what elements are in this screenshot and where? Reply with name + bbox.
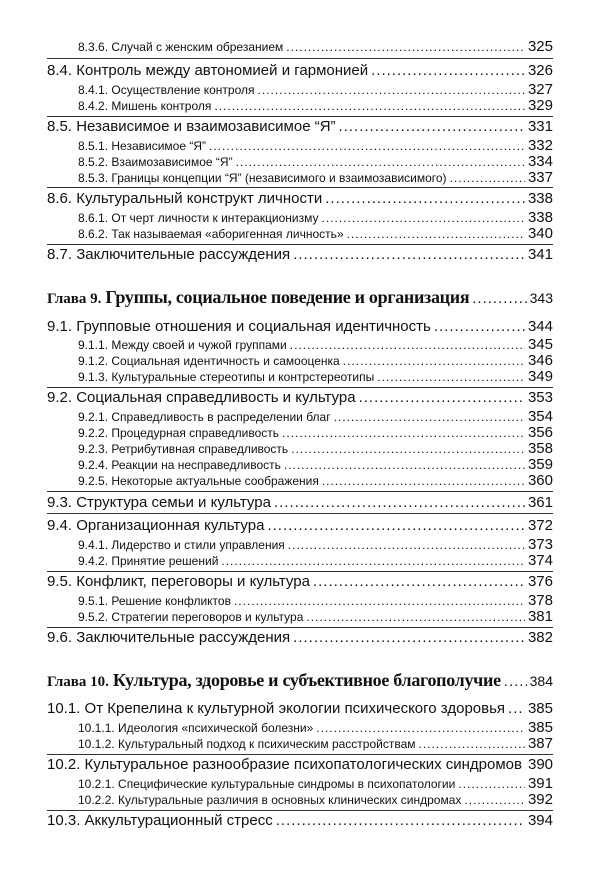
entry-title: Групповые отношения и социальная идентичность: [76, 318, 431, 335]
entry-page: 382: [527, 629, 553, 646]
entry-page: 340: [527, 225, 553, 242]
leader-dots: [434, 318, 525, 335]
toc-entry: [47, 389, 553, 406]
entry-title: Некоторые актуальные соображения: [111, 474, 319, 488]
entry-title: Реакции на несправедливость: [111, 458, 281, 472]
toc-entry: [78, 791, 553, 808]
toc-entry: [47, 118, 553, 135]
toc-entry: [47, 573, 553, 590]
leader-dots: [267, 517, 525, 534]
entry-title: Контроль между автономией и гармонией: [76, 62, 369, 79]
entry-number: 10.2.: [47, 756, 81, 773]
leader-dots: [313, 573, 525, 590]
toc-entry: [47, 629, 553, 646]
leader-dots: [419, 737, 525, 751]
entry-number: 9.5.2.: [78, 610, 109, 624]
leader-dots: [347, 227, 525, 241]
toc-entry: [78, 536, 553, 553]
leader-dots: [288, 538, 525, 552]
leader-dots: [209, 139, 525, 153]
entry-number: 8.7.: [47, 246, 73, 263]
entry-page: 384: [529, 673, 553, 689]
entry-title: Независимое и взаимозависимое “Я”: [76, 118, 336, 135]
leader-dots: [325, 190, 525, 207]
chapter-title: Группы, социальное поведение и организация: [105, 287, 470, 307]
leader-dots: [293, 246, 525, 263]
entry-title: Мишень контроля: [111, 99, 212, 113]
toc-entry: [78, 209, 553, 226]
entry-title: Решение конфликтов: [111, 594, 231, 608]
entry-title: Социальная идентичность и самооценка: [111, 354, 340, 368]
leader-dots: [290, 338, 525, 352]
separator-rule: [47, 387, 553, 388]
entry-number: 9.6.: [47, 629, 73, 646]
entry-number: 8.5.2.: [78, 155, 109, 169]
toc-entry: [78, 592, 553, 609]
entry-page: 394: [527, 812, 553, 829]
separator-rule: [47, 571, 553, 572]
entry-number: 9.5.: [47, 573, 73, 590]
entry-page: 327: [527, 81, 553, 98]
entry-title: Лидерство и стили управления: [111, 538, 285, 552]
toc-entry: [78, 137, 553, 154]
separator-rule: [47, 810, 553, 811]
leader-dots: [291, 442, 525, 456]
chapter-heading: [47, 670, 553, 691]
toc-entry: [47, 246, 553, 263]
entry-title: Культуральное разнообразие психопатологических синдромов: [84, 756, 522, 773]
entry-title: Культуральный конструкт личности: [76, 190, 323, 207]
leader-dots: [214, 99, 525, 113]
toc-entry: [78, 169, 553, 186]
entry-page: 378: [527, 592, 553, 609]
entry-title: Принятие решений: [111, 554, 219, 568]
entry-page: 390: [527, 756, 554, 773]
entry-title: Случай с женским обрезанием: [111, 40, 284, 54]
entry-page: 331: [527, 118, 553, 135]
entry-number: 8.4.2.: [78, 99, 109, 113]
leader-dots: [343, 354, 525, 368]
entry-number: 10.1.: [47, 700, 81, 717]
entry-page: 358: [527, 440, 553, 457]
toc-entry: [78, 440, 553, 457]
chapter-label: Глава 10.: [47, 674, 109, 690]
entry-page: 361: [527, 494, 553, 511]
toc-entry: [78, 608, 553, 625]
leader-dots: [504, 673, 527, 690]
entry-title: Ретрибутивная справедливость: [111, 442, 289, 456]
entry-number: 9.1.1.: [78, 338, 109, 352]
entry-number: 9.5.1.: [78, 594, 109, 608]
entry-title: Структура семьи и культура: [76, 494, 271, 511]
entry-page: 349: [527, 368, 553, 385]
leader-dots: [274, 494, 525, 511]
entry-page: 374: [527, 552, 553, 569]
chapter-label: Глава 9.: [47, 291, 102, 307]
entry-number: 8.4.: [47, 62, 73, 79]
entry-page: 344: [527, 318, 553, 335]
toc-entry: [78, 225, 553, 242]
entry-page: 338: [527, 209, 553, 226]
toc-entry: [78, 719, 553, 736]
entry-title: Аккультурационный стресс: [84, 812, 273, 829]
entry-title: Культуральный подход к психическим расстройствам: [118, 737, 416, 751]
entry-title: Социальная справедливость и культура: [76, 389, 356, 406]
entry-page: 392: [527, 791, 553, 808]
entry-number: 9.4.1.: [78, 538, 109, 552]
entry-title: Процедурная справедливость: [111, 426, 280, 440]
entry-number: 9.2.2.: [78, 426, 109, 440]
toc-entry: [78, 81, 553, 98]
entry-page: 359: [527, 456, 553, 473]
entry-page: 343: [529, 290, 553, 306]
entry-title: Стратегии переговоров и культура: [111, 610, 304, 624]
entry-number: 8.6.1.: [78, 211, 109, 225]
leader-dots: [334, 410, 525, 424]
entry-number: 9.2.5.: [78, 474, 109, 488]
leader-dots: [508, 700, 525, 717]
leader-dots: [359, 389, 525, 406]
toc-entry: [78, 352, 553, 369]
leader-dots: [221, 554, 525, 568]
toc-entry: [78, 38, 553, 55]
leader-dots: [306, 610, 525, 624]
toc-entry: [47, 517, 553, 534]
entry-page: 356: [527, 424, 553, 441]
entry-title: Взаимозависимое “Я”: [111, 155, 233, 169]
entry-number: 8.6.2.: [78, 227, 109, 241]
leader-dots: [258, 83, 525, 97]
entry-page: 329: [527, 97, 553, 114]
entry-number: 9.1.2.: [78, 354, 109, 368]
entry-number: 9.2.3.: [78, 442, 109, 456]
entry-number: 8.5.: [47, 118, 73, 135]
leader-dots: [339, 118, 525, 135]
entry-number: 8.5.3.: [78, 171, 109, 185]
toc-entry: [47, 812, 553, 829]
entry-page: 353: [527, 389, 553, 406]
entry-title: Независимое “Я”: [111, 139, 206, 153]
entry-number: 9.1.3.: [78, 370, 109, 384]
entry-title: Специфические культуральные синдромы в психопатологии: [118, 777, 456, 791]
entry-page: 346: [527, 352, 553, 369]
entry-title: Конфликт, переговоры и культура: [76, 573, 310, 590]
leader-dots: [284, 458, 525, 472]
entry-number: 10.3.: [47, 812, 81, 829]
leader-dots: [464, 793, 525, 807]
entry-number: 9.4.: [47, 517, 73, 534]
toc-entry: [78, 424, 553, 441]
toc-entry: [78, 552, 553, 569]
entry-number: 9.2.4.: [78, 458, 109, 472]
entry-page: 334: [527, 153, 553, 170]
leader-dots: [236, 155, 525, 169]
toc-entry: [78, 336, 553, 353]
leader-dots: [282, 426, 525, 440]
entry-page: 325: [527, 38, 553, 55]
entry-title: Культуральные различия в основных клинических синдромах: [118, 793, 462, 807]
entry-title: От Крепелина к культурной экологии психического здоровья: [84, 700, 506, 717]
separator-rule: [47, 187, 553, 188]
toc-entry: [78, 97, 553, 114]
toc-entry: [78, 735, 553, 752]
entry-title: Так называемая «аборигенная личность»: [111, 227, 344, 241]
entry-page: 338: [527, 190, 553, 207]
entry-number: 9.4.2.: [78, 554, 109, 568]
entry-page: 391: [527, 775, 553, 792]
entry-title: Идеология «психической болезни»: [118, 721, 314, 735]
separator-rule: [47, 58, 553, 59]
leader-dots: [286, 40, 525, 54]
separator-rule: [47, 513, 553, 514]
entry-page: 381: [527, 608, 553, 625]
leader-dots: [322, 474, 525, 488]
entry-title: Заключительные рассуждения: [76, 246, 291, 263]
toc-entry: [47, 318, 553, 335]
entry-number: 8.6.: [47, 190, 73, 207]
entry-number: 8.3.6.: [78, 40, 109, 54]
toc-entry: [47, 494, 553, 511]
entry-page: 341: [527, 246, 553, 263]
leader-dots: [316, 721, 525, 735]
entry-title: Осуществление контроля: [111, 83, 255, 97]
entry-number: 10.2.2.: [78, 793, 115, 807]
toc-entry: [78, 775, 553, 792]
toc-entry: [78, 408, 553, 425]
entry-page: 385: [527, 719, 553, 736]
entry-number: 10.1.2.: [78, 737, 115, 751]
leader-dots: [377, 370, 525, 384]
entry-number: 10.2.1.: [78, 777, 115, 791]
entry-page: 345: [527, 336, 553, 353]
entry-page: 376: [527, 573, 553, 590]
entry-title: Организационная культура: [76, 517, 265, 534]
leader-dots: [234, 594, 525, 608]
entry-page: 387: [527, 735, 553, 752]
toc-entry: [47, 190, 553, 207]
entry-title: От черт личности к интеракционизму: [111, 211, 319, 225]
leader-dots: [322, 211, 525, 225]
separator-rule: [47, 244, 553, 245]
chapter-heading: [47, 287, 553, 308]
toc-entry: [47, 756, 553, 773]
leader-dots: [458, 777, 525, 791]
toc-entry: [78, 153, 553, 170]
entry-title: Культуральные стереотипы и контрстереотипы: [111, 370, 375, 384]
toc-entry: [78, 456, 553, 473]
toc-entry: [78, 472, 553, 489]
chapter-title: Культура, здоровье и субъективное благополучие: [112, 670, 501, 690]
entry-page: 332: [527, 137, 553, 154]
toc-entry: [47, 62, 553, 79]
entry-page: 373: [527, 536, 553, 553]
entry-number: 10.1.1.: [78, 721, 115, 735]
entry-page: 337: [527, 169, 553, 186]
toc-entry: [78, 368, 553, 385]
entry-page: 360: [527, 472, 553, 489]
separator-rule: [47, 754, 553, 755]
entry-number: 8.5.1.: [78, 139, 109, 153]
entry-title: Заключительные рассуждения: [76, 629, 291, 646]
entry-number: 9.1.: [47, 318, 73, 335]
leader-dots: [472, 290, 526, 307]
entry-number: 9.2.1.: [78, 410, 109, 424]
separator-rule: [47, 627, 553, 628]
entry-number: 8.4.1.: [78, 83, 109, 97]
entry-number: 9.3.: [47, 494, 73, 511]
entry-number: 9.2.: [47, 389, 73, 406]
entry-page: 372: [527, 517, 553, 534]
entry-title: Справедливость в распределении благ: [111, 410, 331, 424]
entry-title: Границы концепции “Я” (независимого и взаимозависимого): [111, 171, 447, 185]
separator-rule: [47, 116, 553, 117]
entry-page: 354: [527, 408, 553, 425]
entry-page: 326: [527, 62, 553, 79]
leader-dots: [371, 62, 525, 79]
entry-page: 385: [527, 700, 553, 717]
toc-entry: [47, 700, 553, 717]
leader-dots: [450, 171, 525, 185]
leader-dots: [293, 629, 525, 646]
separator-rule: [47, 491, 553, 492]
entry-title: Между своей и чужой группами: [111, 338, 287, 352]
leader-dots: [276, 812, 525, 829]
